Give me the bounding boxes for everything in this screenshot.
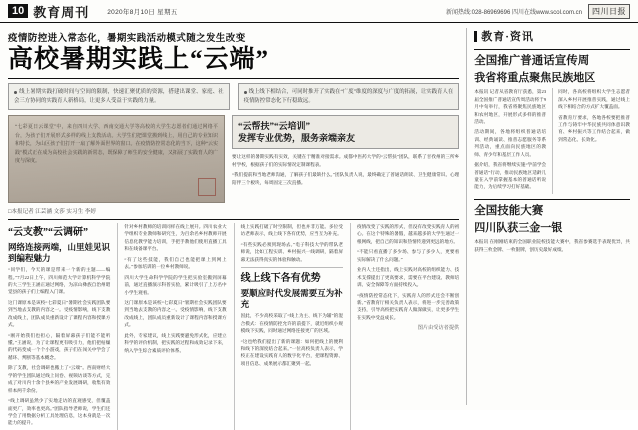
main-column bbox=[8, 28, 467, 426]
article-column-2 bbox=[117, 223, 226, 430]
paragraph: 除了支教，社会调研也搬上了“云端”。西南财经大学的学生团队通过线上问卷、视频访谈等方式，完成了对川内十余个县乡的产业发展调研，收集有效样本两千余份。 bbox=[8, 365, 111, 393]
publication-date: 2020年8月10日 星期五 bbox=[107, 8, 178, 16]
paragraph: 活动期间，各地将组织普通话培训、经典诵读、推普志愿服务等系列活动，重点面向民族地区的教师、青少年和基层工作人员。 bbox=[474, 129, 547, 157]
article-3-heading: 线上线下各有优势 bbox=[240, 273, 321, 285]
summary-left-text: 线上暑期实践打破时间与空间的限制，快速汇聚优质的资源，搭建出课堂、家庭、社会三方协同的实践育人新格局，让更多人受益于实践的力量。 bbox=[14, 89, 224, 104]
paragraph: “疫情防控常态化下，实践育人的形式还会不断创新。”省教育厅相关负责人表示，将进一步完善政策支持，引导高校把实践育人做深做实，让更多学生在实践中受益成长。 bbox=[356, 292, 460, 320]
headline-rule bbox=[8, 78, 459, 79]
article-column-4 bbox=[350, 223, 459, 430]
paragraph: 针对乡村教师的培训同样在线上展开。四川农业大学组织专业教师和研究生，为百余名乡村教师开展信息化教学能力培训，手把手教他们使用直播工具和在线备课平台。 bbox=[124, 224, 227, 252]
right-rail bbox=[467, 28, 630, 405]
summary-box-right bbox=[238, 83, 460, 110]
photo-and-intro bbox=[8, 115, 459, 203]
paragraph: “同学们，今天的课是带来一个新的主题——编程。”7月22日上午，四川师范大学计算机科学学院的大三学生王涵正通过网络，为凉山彝族自治州昭觉县的孩子们上编程入门课。 bbox=[8, 267, 111, 295]
paragraph: “有了这些技能，我们自己也能把课上到网上去。”参加培训的一位乡村教师说。 bbox=[124, 256, 227, 270]
rail-news2-headline: 全国技能大赛 bbox=[474, 204, 544, 217]
paragraph: 同时，各高校将组织大学生志愿者深入乡村开展推普实践，通过线上线下相结合的方式扩大覆盖面。 bbox=[558, 89, 630, 110]
paragraph: 四川大学生命科学学院的学生把实验室搬到屏幕前，通过直播演示科普实验，累计吸引了上万名中小学生观看。 bbox=[124, 274, 227, 295]
section-divider bbox=[8, 219, 459, 220]
paragraph: 这门课原本是该校“七彩夏日”暑期社会实践团队要到当地去支教的内容之一。受疫情影响，线下支教改成线上，团队成员重新设计了课程内容和授课方式。 bbox=[8, 299, 111, 328]
rail-rule-2 bbox=[474, 199, 630, 200]
paragraph: 疫情改变了实践的形式，但没有改变实践育人的初心。在这个特殊的暑假，越来越多的大学生通过一根网线，把自己的知识和热情传递到更远的地方。 bbox=[356, 224, 460, 244]
seal-icon bbox=[198, 178, 216, 196]
newspaper-logo: 四川日报 bbox=[588, 4, 630, 19]
intro-paragraph: 要让这样的暑期实践有实效，关键在于精准对接需求。成都中医药大学的“云帮扶”团队，联系了甘孜州的三所乡村学校，根据孩子们的实际情况定制课程表。 bbox=[232, 154, 460, 167]
article-grid bbox=[8, 223, 459, 430]
section-title: 教育周刊 bbox=[33, 4, 90, 20]
lead-photo bbox=[8, 115, 225, 203]
lead-headline: 高校暑期实践上“云端” bbox=[8, 46, 270, 73]
paragraph: 据介绍，我省将继续实施“学前学会普通话”行动，推动民族地区适龄儿童在入学前掌握基本的普通话听说能力，为后续学习打好基础。 bbox=[474, 162, 547, 190]
article-column-1 bbox=[8, 223, 110, 430]
intro-box-line1: “云帮扶”“云培训” bbox=[238, 121, 311, 131]
intro-column bbox=[232, 115, 459, 203]
bullet-dot-icon bbox=[14, 91, 17, 94]
intro-paragraph-2: “我们提前和当地老师沟通，了解孩子们最缺什么。”团队负责人说，最终确定了普通话朗读、卫生健康常识、心理陪伴三个板块，每周固定三次直播。 bbox=[232, 172, 460, 185]
page-number: 10 bbox=[8, 4, 28, 18]
paragraph: “有些实践必须到现场去。”电子科技大学的带队老师说，比如工程实训、乡村振兴一线调研，隔着屏幕无法获得真实的体验和触动。 bbox=[240, 241, 343, 262]
rail-col-1 bbox=[474, 88, 546, 194]
summary-box-left bbox=[8, 83, 230, 110]
paragraph: 本报讯 记者从省教育厅获悉，第23届全国推广普通话宣传周活动将于9月中旬举行，我省将聚焦民族地区和农村地区，开展形式多样的推普活动。 bbox=[474, 89, 547, 124]
paragraph: “线上调研虽然少了实地走访的直观感受，但覆盖面更广，效率也更高。”团队指导老师说，学生们还学会了用数据分析工具处理信息，这本身就是一次能力的提升。 bbox=[8, 398, 111, 426]
paragraph: 省教育厅要求，各地各校要把推普工作与铸牢中华民族共同体意识教育、乡村振兴等工作结合起来，做到常态化、长效化。 bbox=[558, 114, 630, 142]
paragraph: 因此，不少高校采取了“线上为主、线下为辅”的混合模式：在疫情防控允许的前提下，就近组织小规模线下实践，同时通过网络连接更广的区域。 bbox=[240, 313, 343, 334]
paragraph: 此外，专家建议，线上实践要避免形式化，应建立科学的评价机制，把实践的过程和成效记录下来，纳入学生综合素质评价体系。 bbox=[124, 332, 227, 353]
lead-kicker: 疫情防控进入常态化，暑期实践活动模式随之发生改变 bbox=[8, 34, 246, 44]
paragraph: 业内人士还指出，线上实践对高校的组织能力、技术支撑提出了更高要求，需要在平台建设、教师培训、安全保障等方面持续投入。 bbox=[356, 267, 460, 288]
paragraph: 本报讯 在刚刚结束的全国职业院校技能大赛中，我省参赛选手表现优异，共获得三枚金牌、一枚银牌，创历史最好成绩。 bbox=[474, 239, 630, 252]
rail-news1-body bbox=[474, 88, 630, 194]
article-1-heading: “云支教”“云调研” bbox=[8, 227, 88, 238]
rail-col-2 bbox=[552, 88, 630, 194]
rail-news1-headline: 全国推广普通话宣传周 bbox=[474, 55, 590, 67]
photo-credit: 图片由受访者提供 bbox=[417, 325, 460, 332]
article-3-subheading: 要顺应时代发展需要互为补充 bbox=[240, 288, 343, 310]
paragraph: “刚开始我们也担心，隔着屏幕孩子们能不能听懂。”王涵说，为了让课程更有吸引力，他们把枯燥的代码变成一个个小游戏，孩子们在闯关中学会了循环、判断等基本概念。 bbox=[8, 332, 111, 360]
intro-box-line2: 发挥专业优势，服务亲端亲友 bbox=[238, 133, 356, 144]
contact-info: 新闻热线:028-86969696 四川在线www.scol.com.cn bbox=[445, 9, 582, 16]
byline: □本报记者 江芸涵 文莎 实习生 李婷 bbox=[8, 209, 96, 215]
summary-boxes bbox=[8, 83, 459, 110]
page-body bbox=[0, 23, 638, 426]
summary-right-text: 线上线下相结合，可同时推开了实践在“广度”维度的深度与广度的拓展，让实践育人在疫情防控常态化下行稳致远。 bbox=[243, 89, 454, 104]
paragraph: 线上实践打破了时空限制，但也并非万能。多位受访老师表示，线上线下各有优势，应当互为补充。 bbox=[240, 224, 343, 237]
tag-bar-icon bbox=[474, 31, 477, 42]
rail-news2-subheadline: 四川队获三金一银 bbox=[474, 221, 563, 234]
rail-rule bbox=[474, 49, 630, 50]
intro-box bbox=[232, 115, 459, 149]
rail-tag-label: 教育·资讯 bbox=[481, 31, 534, 43]
article-column-3 bbox=[234, 223, 343, 430]
paragraph: “这也给我们提出了新的课题：如何把线上的便利和线下的深度结合起来。”一位高校负责人表示，学校正在建设实践育人的数字化平台，把课程资源、项目信息、成果展示都汇聚到一起。 bbox=[240, 338, 343, 366]
photo-caption: “七彩夏日云课堂”中，来自四川大学、西南交通大学等高校的大学生志愿者们通过网络平台，为孩子们开展形式多样的线上支教活动。大学生们把课堂搬到线上，用自己的专业知识和特长，为山区孩子们打开一扇了解外面世界的窗口。在疫情防控常态化的当下，这种“云实践”模式正在成为高校社会实践的新常态，既保障了师生的安全健康，又拓展了实践育人的广度与深度。 bbox=[15, 125, 218, 164]
paragraph: 这门课原本是该校“七彩夏日”暑期社会实践团队要到当地去支教的内容之一。受疫情影响，线下支教改成线上，团队成员重新设计了课程内容和授课方式。 bbox=[124, 299, 227, 328]
bullet-dot-icon bbox=[244, 91, 247, 94]
rail-news1-subheadline: 我省将重点聚焦民族地区 bbox=[474, 71, 596, 84]
paragraph: “不能只看直播了多少场、参与了多少人，更要看实际解决了什么问题。” bbox=[356, 249, 460, 262]
masthead bbox=[0, 0, 638, 23]
article-1-subheading: 网络连接两端，山里娃见识到编程魅力 bbox=[8, 242, 111, 264]
rail-section-tag bbox=[474, 28, 630, 44]
column-divider bbox=[241, 267, 343, 268]
masthead-right bbox=[446, 4, 630, 19]
